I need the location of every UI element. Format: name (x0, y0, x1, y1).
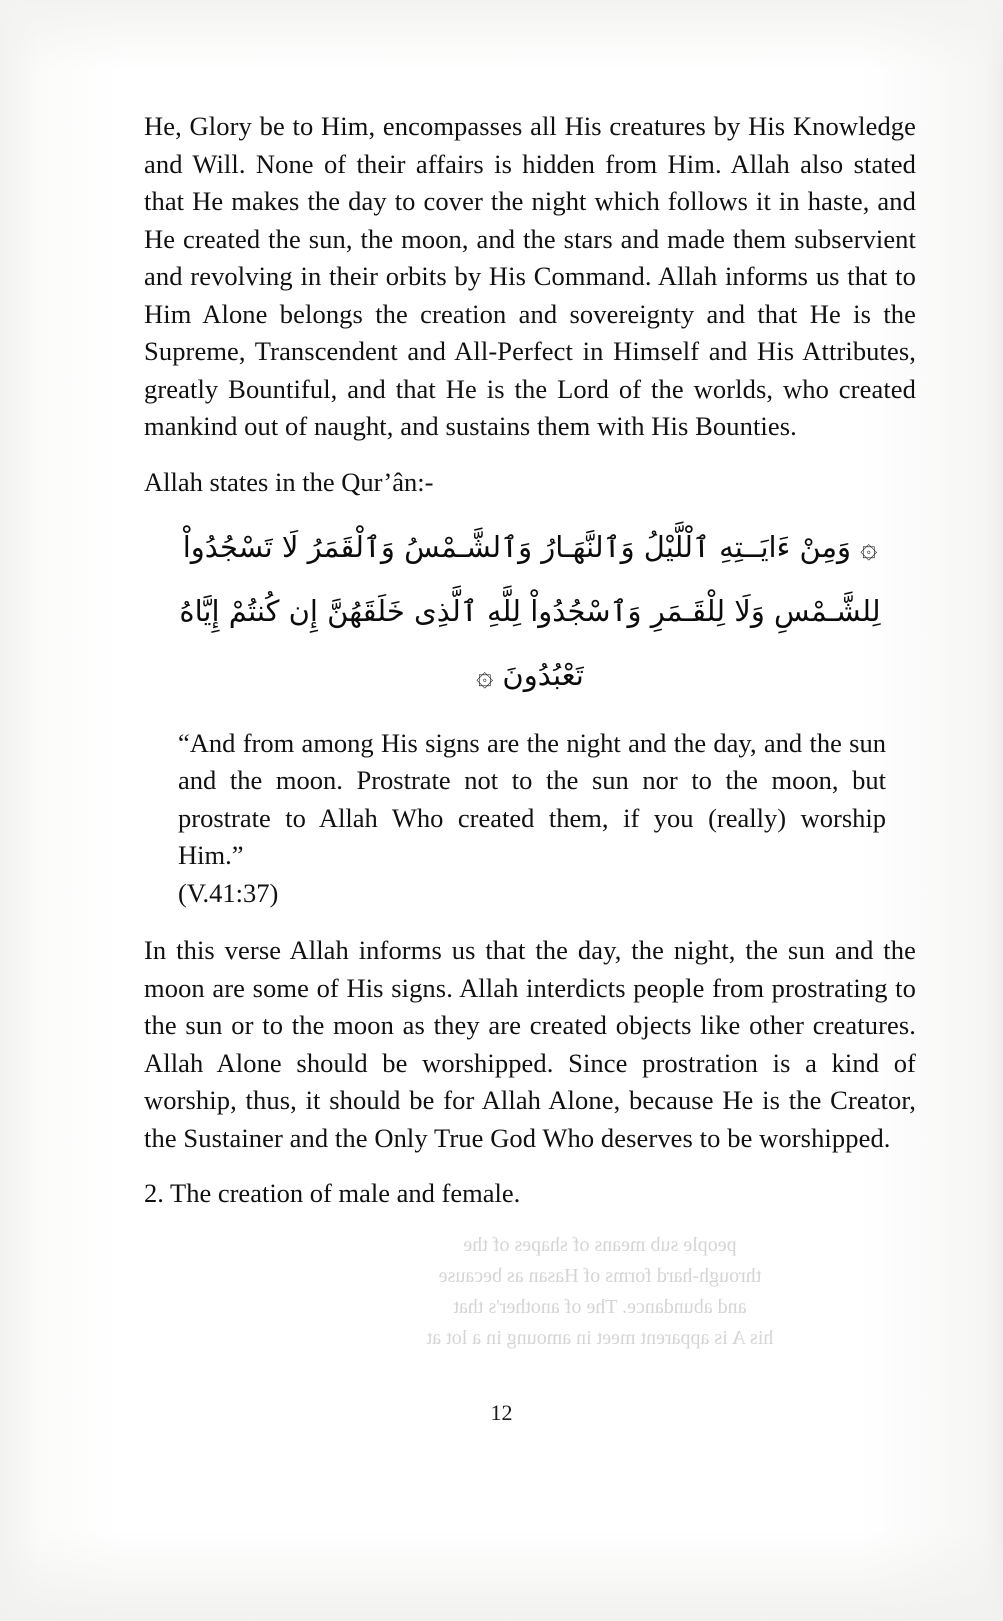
quran-translation-quote (144, 725, 916, 913)
quote-text: “And from among His signs are the night and the day, and the sun and the moon. Prostrate not to the sun nor to the moon, but prostrate to Allah Who created them, if you (really) worship Him.” (178, 727, 886, 870)
arabic-line-2: لِلشَّـمْسِ وَلَا لِلْقَـمَرِ وَٱسْجُدُواْ لِلَّهِ ٱلَّذِى خَلَقَهُنَّ إِن كُنتُمْ إِيَّاهُ (179, 593, 881, 628)
paragraph-opening: He, Glory be to Him, encompasses all His creatures by His Knowledge and Will. None of their affairs is hidden from Him. Allah also stated that He makes the day to cover the night which follows it in haste, and He created the sun, the moon, and the stars and made them subservient and revolving in their orbits by His Command. Allah informs us that to Him Alone belongs the creation and sovereignty and that He is the Supreme, Transcendent and All-Perfect in Himself and His Attributes, greatly Bountiful, and that He is the Lord of the worlds, who created mankind out of naught, and sustains them with His Bounties. (144, 111, 916, 441)
quran-arabic-verse (144, 515, 916, 707)
arabic-line-3: تَعْبُدُونَ ۞ (476, 657, 584, 692)
quote-reference: (V.41:37) (178, 877, 279, 908)
bleed-through-ghost-text: people sub means of shapes of the through-hard forms of Hasan as because and abundance. The of another's that his A is apparent meet in amoung in a lot at (426, 1234, 774, 1349)
arabic-line-1: ۞ وَمِنْ ءَايَــتِهِ ٱلْلَّيْلُ وَٱلنَّهَـارُ وَٱلشَّـمْسُ وَٱلْقَمَرُ لَا تَسْجُدُواْ (182, 529, 878, 564)
section-heading: 2. The creation of male and female. (144, 1178, 521, 1208)
paragraph-commentary: In this verse Allah informs us that the day, the night, the sun and the moon are some of His signs. Allah interdicts people from prostrating to the sun or to the moon as they are created objects like other creatures. Allah Alone should be worshipped. Since prostration is a kind of worship, thus, it should be for Allah Alone, because He is the Creator, the Sustainer and the Only True God Who deserves to be worshipped. (144, 935, 916, 1153)
page-content (144, 108, 916, 1212)
quran-intro-line: Allah states in the Qur’ân:- (144, 466, 434, 497)
page-number: 12 (490, 1400, 513, 1425)
